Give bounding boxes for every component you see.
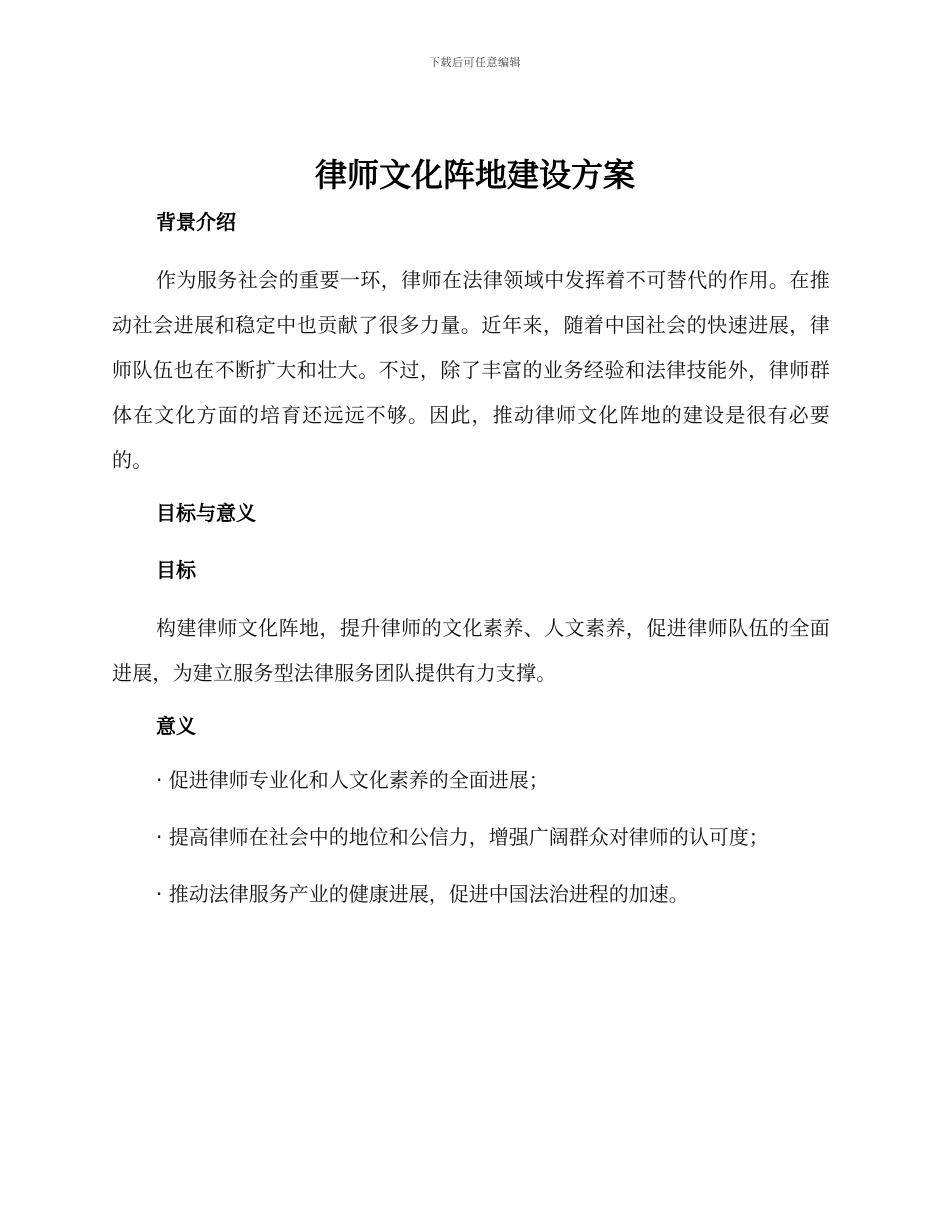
heading-background: 背景介绍 [156,210,236,234]
document-body [112,204,830,917]
heading-goals-meaning: 目标与意义 [156,501,256,525]
paragraph-target: 构建律师文化阵地，提升律师的文化素养、人文素养，促进律师队伍的全面进展，为建立服务型法律服务团队提供有力支撑。 [112,616,830,685]
paragraph-background: 作为服务社会的重要一环，律师在法律领域中发挥着不可替代的作用。在推动社会进展和稳定中也贡献了很多力量。近年来，随着中国社会的快速进展，律师队伍也在不断扩大和壮大。不过，除了丰富的业务经验和法律技能外，律师群体在文化方面的培育还远远不够。因此，推动律师文化阵地的建设是很有必要的。 [112,268,830,472]
heading-meaning: 意义 [156,714,196,738]
heading-target: 目标 [156,558,196,582]
list-item: · 促进律师专业化和人文化素养的全面进展； [156,768,549,792]
list-item: · 提高律师在社会中的地位和公信力，增强广阔群众对律师的认可度； [156,825,769,849]
document-title: 律师文化阵地建设方案 [314,156,635,194]
header-note: 下载后可任意编辑 [429,56,521,69]
list-item: · 推动法律服务产业的健康进展，促进中国法治进程的加速。 [156,882,689,906]
